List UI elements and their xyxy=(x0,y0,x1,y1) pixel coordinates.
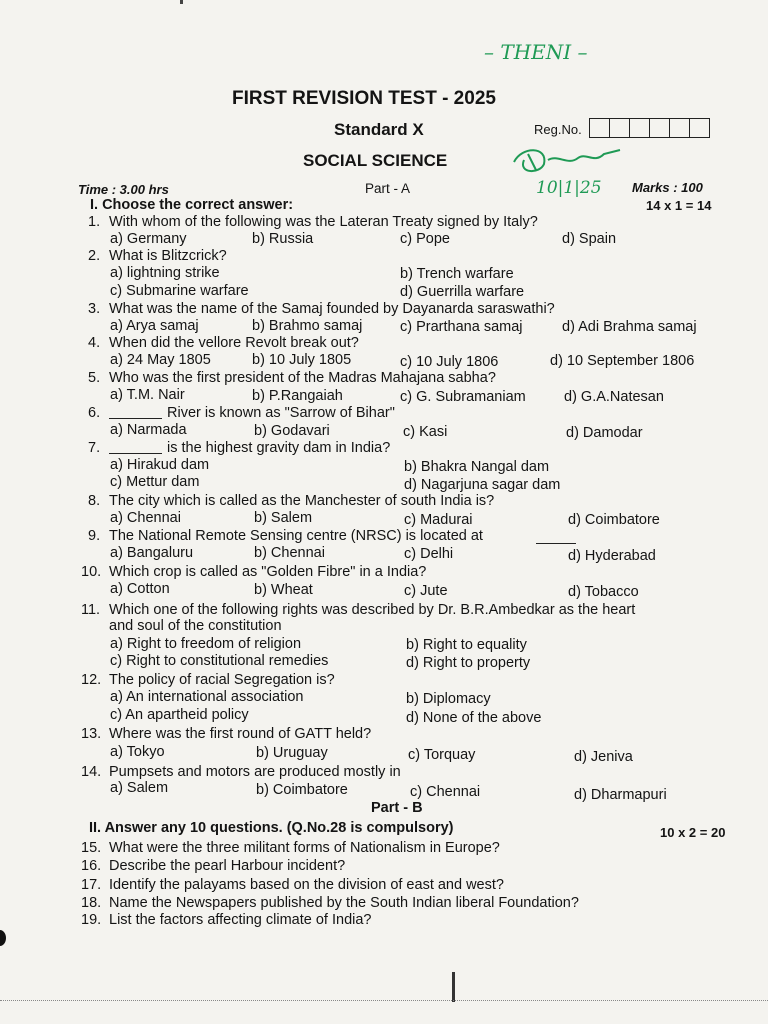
option-c: c) Jute xyxy=(404,583,448,599)
question-text: Describe the pearl Harbour incident? xyxy=(109,858,346,874)
option-c: c) Prarthana samaj xyxy=(400,319,523,335)
option-b: b) Russia xyxy=(252,231,314,247)
option-a: a) Chennai xyxy=(110,510,181,526)
option-d: d) None of the above xyxy=(406,710,542,726)
option-a: a) Bangaluru xyxy=(110,545,194,561)
option-b: b) Bhakra Nangal dam xyxy=(404,459,550,475)
question-number: 12. xyxy=(81,672,102,688)
option-c: c) Delhi xyxy=(404,546,454,562)
option-b: b) P.Rangaiah xyxy=(252,388,343,404)
option-c: c) Madurai xyxy=(404,512,473,528)
option-c: c) An apartheid policy xyxy=(110,707,249,723)
option-d: d) G.A.Natesan xyxy=(564,389,664,405)
section-1-heading: I. Choose the correct answer: xyxy=(90,197,294,213)
question-number: 13. xyxy=(81,726,102,742)
scan-bottom-edge xyxy=(0,1000,768,1002)
option-c: c) G. Subramaniam xyxy=(400,389,526,405)
question-text: River is known as "Sarrow of Bihar" xyxy=(167,405,395,421)
question-number: 11. xyxy=(81,602,101,618)
question-text: With whom of the following was the Lateran Treaty signed by Italy? xyxy=(109,214,538,230)
question-number: 9. xyxy=(88,528,101,544)
question-text: What was the name of the Samaj founded by Dayanarda saraswathi? xyxy=(109,301,555,317)
question-text: The policy of racial Segregation is? xyxy=(109,672,335,688)
option-b: b) Coimbatore xyxy=(256,782,348,798)
question-number: 1. xyxy=(88,214,101,230)
fill-blank xyxy=(109,418,162,419)
question-number: 16. xyxy=(81,858,102,874)
time-label: Time : 3.00 hrs xyxy=(78,182,169,197)
option-c: c) Chennai xyxy=(410,784,481,800)
option-a: a) Right to freedom of religion xyxy=(110,636,302,652)
option-d: d) 10 September 1806 xyxy=(550,353,695,369)
question-text: The city which is called as the Manchester of south India is? xyxy=(109,493,495,509)
option-a: a) Arya samaj xyxy=(110,318,199,334)
option-a: a) Germany xyxy=(110,231,187,247)
option-d: d) Hyderabad xyxy=(568,548,656,564)
question-text: Where was the first round of GATT held? xyxy=(109,726,372,742)
question-number: 18. xyxy=(81,895,102,911)
question-text: Pumpsets and motors are produced mostly in xyxy=(109,764,401,780)
question-text: What were the three militant forms of Nationalism in Europe? xyxy=(109,840,500,856)
part-b-label: Part - B xyxy=(371,800,423,816)
option-d: d) Coimbatore xyxy=(568,512,660,528)
option-c: c) Torquay xyxy=(408,747,476,763)
option-b: b) Diplomacy xyxy=(406,691,491,707)
question-text: Who was the first president of the Madras Mahajana sabha? xyxy=(109,370,496,386)
option-c: c) Kasi xyxy=(403,424,448,440)
option-d: d) Right to property xyxy=(406,655,531,671)
reg-no-boxes[interactable] xyxy=(589,118,710,138)
option-d: d) Guerrilla warfare xyxy=(400,284,525,300)
option-b: b) Trench warfare xyxy=(400,266,514,282)
handwritten-date: 10|1|25 xyxy=(536,178,602,198)
fill-blank xyxy=(109,453,162,454)
option-a: a) Narmada xyxy=(110,422,187,438)
option-a: a) Hirakud dam xyxy=(110,457,210,473)
option-d: d) Nagarjuna sagar dam xyxy=(404,477,561,493)
scan-line-mark xyxy=(452,972,455,1002)
reg-no-label: Reg.No. xyxy=(534,122,582,137)
subject-title: SOCIAL SCIENCE xyxy=(303,151,448,170)
question-number: 7. xyxy=(88,440,101,456)
question-text-continued: and soul of the constitution xyxy=(109,618,282,634)
question-text: Which crop is called as "Golden Fibre" in a India? xyxy=(109,564,427,580)
signature-scribble xyxy=(508,140,628,180)
exam-title: FIRST REVISION TEST - 2025 xyxy=(232,88,496,109)
question-number: 19. xyxy=(81,912,102,928)
option-d: d) Damodar xyxy=(566,425,643,441)
question-number: 6. xyxy=(88,405,101,421)
option-a: a) Salem xyxy=(110,780,169,796)
option-b: b) Salem xyxy=(254,510,313,526)
option-a: a) 24 May 1805 xyxy=(110,352,211,368)
option-a: a) T.M. Nair xyxy=(110,387,185,403)
option-b: b) Chennai xyxy=(254,545,325,561)
option-b: b) Right to equality xyxy=(406,637,527,653)
section-2-heading: II. Answer any 10 questions. (Q.No.28 is compulsory) xyxy=(89,820,454,836)
option-a: a) An international association xyxy=(110,689,304,705)
scan-hole-mark xyxy=(0,930,6,946)
question-text: Which one of the following rights was described by Dr. B.R.Ambedkar as the heart xyxy=(109,602,636,618)
option-a: a) Tokyo xyxy=(110,744,165,760)
question-text: is the highest gravity dam in India? xyxy=(167,440,391,456)
question-text: What is Blitzcrick? xyxy=(109,248,227,264)
question-text: When did the vellore Revolt break out? xyxy=(109,335,359,351)
option-c: c) Pope xyxy=(400,231,450,247)
option-d: d) Jeniva xyxy=(574,749,633,765)
question-number: 2. xyxy=(88,248,101,264)
option-b: b) Uruguay xyxy=(256,745,328,761)
question-number: 15. xyxy=(81,840,102,856)
option-b: b) 10 July 1805 xyxy=(252,352,352,368)
standard-label: Standard X xyxy=(334,120,424,139)
option-c: c) Submarine warfare xyxy=(110,283,249,299)
question-text: List the factors affecting climate of India? xyxy=(109,912,372,928)
section-2-scoring: 10 x 2 = 20 xyxy=(660,825,726,840)
question-number: 4. xyxy=(88,335,101,351)
question-number: 10. xyxy=(81,564,102,580)
option-c: c) 10 July 1806 xyxy=(400,354,499,370)
question-number: 5. xyxy=(88,370,101,386)
option-d: d) Adi Brahma samaj xyxy=(562,319,697,335)
option-d: d) Dharmapuri xyxy=(574,787,667,803)
question-text: The National Remote Sensing centre (NRSC) is located at xyxy=(109,528,483,544)
option-d: d) Spain xyxy=(562,231,617,247)
scan-dot xyxy=(180,0,183,4)
option-c: c) Mettur dam xyxy=(110,474,200,490)
question-number: 3. xyxy=(88,301,101,317)
option-c: c) Right to constitutional remedies xyxy=(110,653,329,669)
question-text: Identify the palayams based on the division of east and west? xyxy=(109,877,504,893)
option-b: b) Wheat xyxy=(254,582,313,598)
question-text: Name the Newspapers published by the South Indian liberal Foundation? xyxy=(109,895,579,911)
section-1-scoring: 14 x 1 = 14 xyxy=(646,198,712,213)
fill-blank xyxy=(536,543,576,544)
question-number: 14. xyxy=(81,764,102,780)
option-a: a) lightning strike xyxy=(110,265,220,281)
option-b: b) Brahmo samaj xyxy=(252,318,363,334)
option-a: a) Cotton xyxy=(110,581,170,597)
total-marks: Marks : 100 xyxy=(632,180,703,195)
option-b: b) Godavari xyxy=(254,423,330,439)
option-d: d) Tobacco xyxy=(568,584,639,600)
question-number: 8. xyxy=(88,493,101,509)
handwritten-center-name: – THENI – xyxy=(484,40,588,64)
question-number: 17. xyxy=(81,877,102,893)
part-a-label: Part - A xyxy=(365,181,411,196)
